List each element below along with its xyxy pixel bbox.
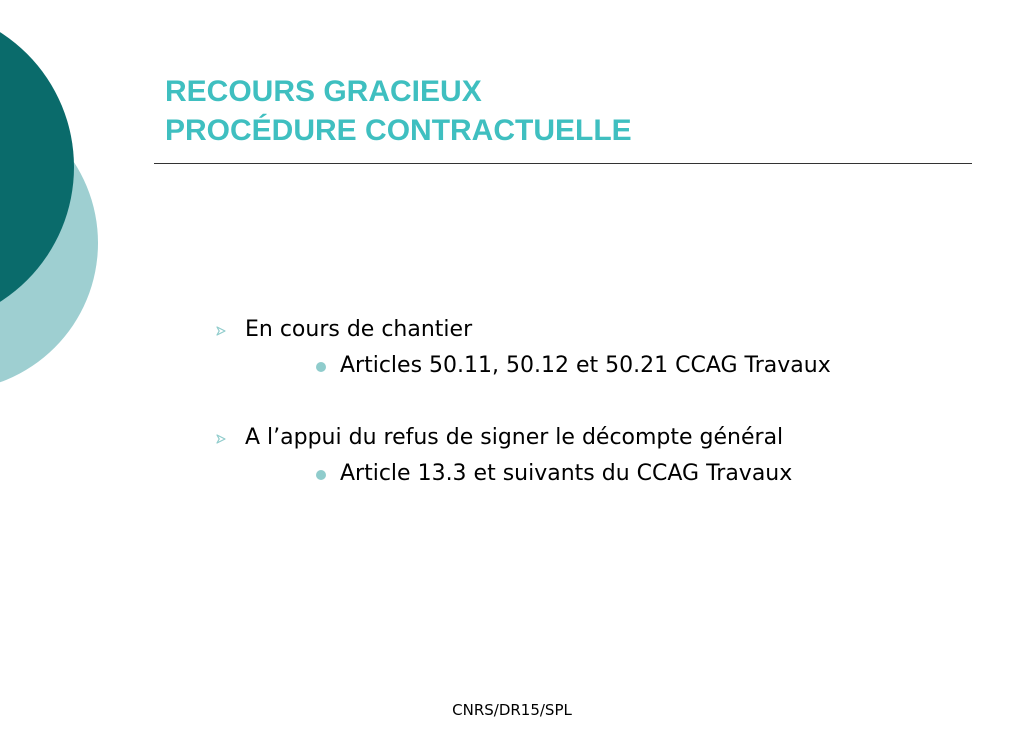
sub-list-item: Articles 50.11, 50.12 et 50.21 CCAG Travaux [340,353,831,378]
dot-bullet-icon [316,362,326,372]
slide-footer: CNRS/DR15/SPL [452,701,572,719]
sub-list-item: Article 13.3 et suivants du CCAG Travaux [340,461,793,486]
arrow-bullet-icon [216,326,226,336]
slide-title-line-1: RECOURS GRACIEUX [165,75,482,108]
list-item: A l’appui du refus de signer le décompte général [245,425,784,450]
list-item: En cours de chantier [245,317,473,342]
dot-bullet-icon [316,470,326,480]
arrow-bullet-icon [216,434,226,444]
slide-title-line-2: PROCÉDURE CONTRACTUELLE [165,114,632,147]
